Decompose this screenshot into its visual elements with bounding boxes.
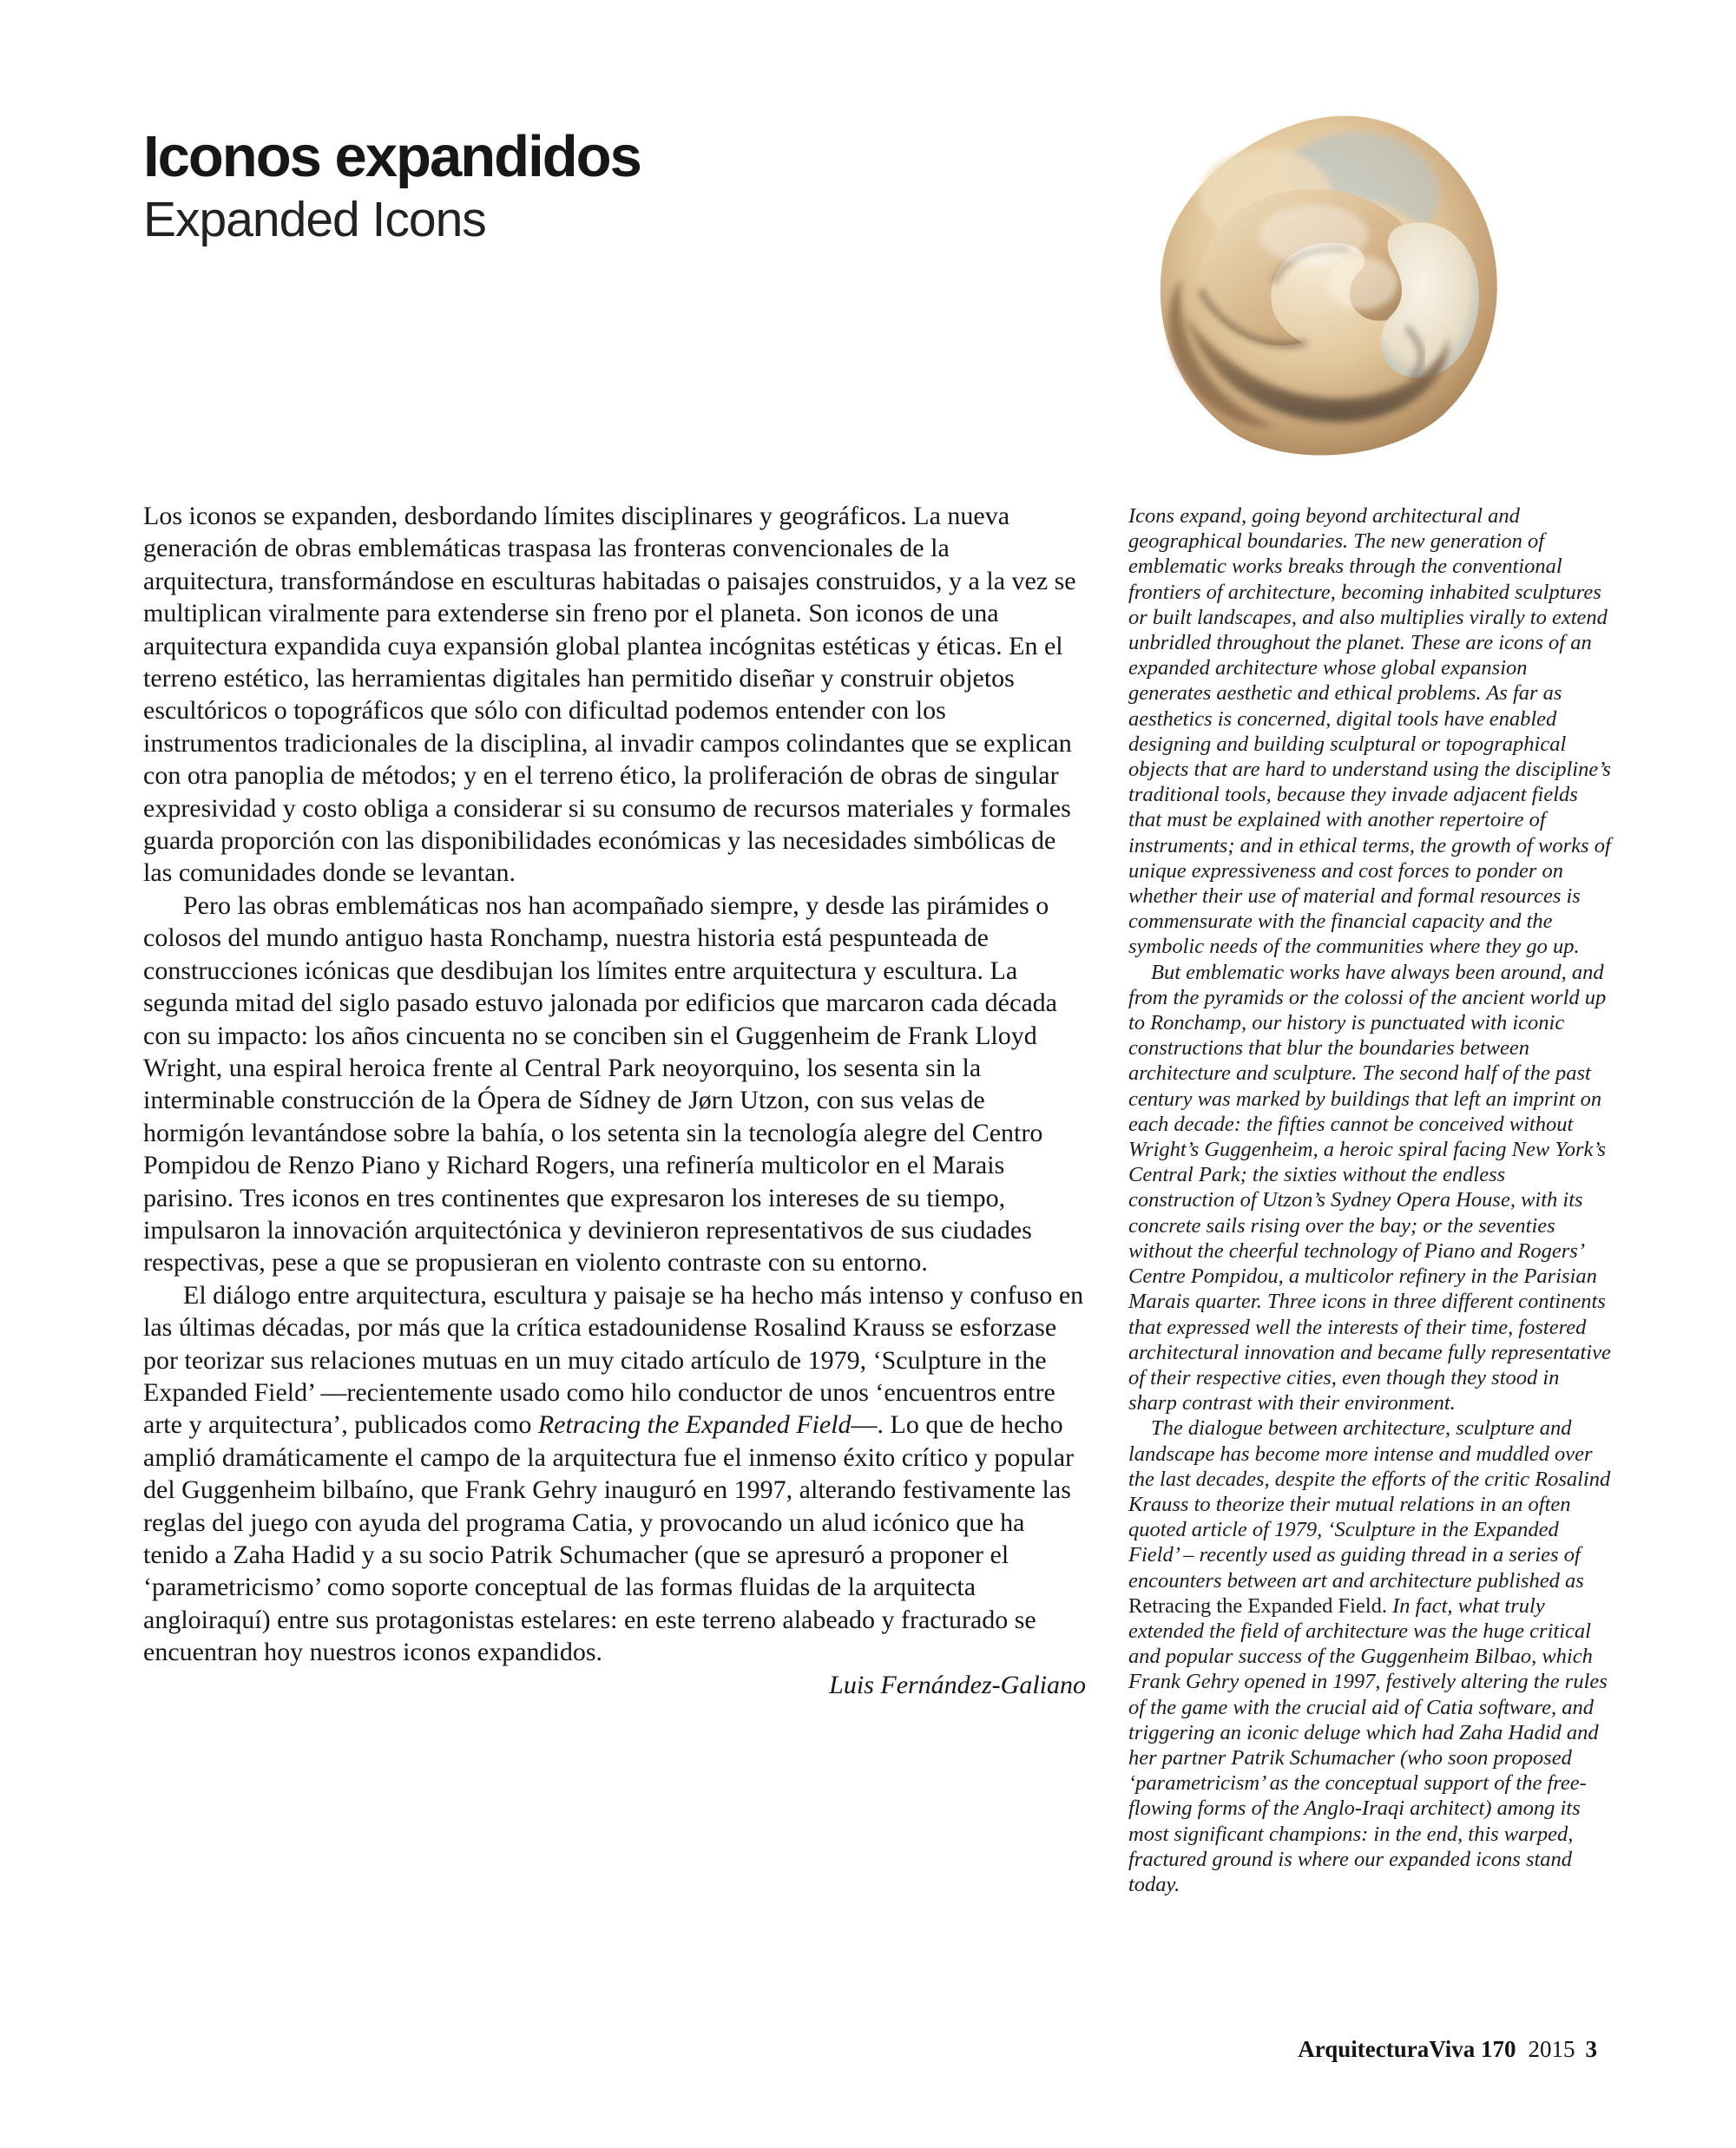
knot-sculpture-photo — [1142, 102, 1512, 469]
masthead — [143, 124, 641, 247]
english-paragraph-3 — [1128, 1416, 1612, 1897]
issue-year: 2015 — [1528, 2036, 1575, 2062]
article-english-translation — [1128, 503, 1612, 1897]
article-spanish — [143, 500, 1086, 1701]
knot-sculpture-graphic — [1142, 102, 1512, 469]
english-paragraph-3-continued: In fact, what truly extended the field of architecture was the huge critical and popular success of the Guggenheim Bilbao, which Frank Gehry opened in 1997, festively altering the rules of the game with the crucial aid of Catia software, and triggering an iconic deluge which had Zaha Hadid and her partner Patrik Schumacher (who soon proposed ‘parametricism’ as the conceptual support of the free-flowing forms of the Anglo-Iraqi architect) among its most significant champions: in the end, this warped, fractured ground is where our expanded icons stand today. — [1128, 1593, 1608, 1896]
book-title-roman: Retracing the Expanded Field. — [1128, 1593, 1387, 1618]
spanish-paragraph-1: Los iconos se expanden, desbordando límites disciplinares y geográficos. La nueva generación de obras emblemáticas traspasa las fronteras convencionales de la arquitectura, transformándose en esculturas habitadas o paisajes construidos, y a la vez se multiplican viralmente para extenderse sin freno por el planeta. Son iconos de una arquitectura expandida cuya expansión global plantea incógnitas estéticas y éticas. En el terreno estético, las herramientas digitales han permitido diseñar y construir objetos escultóricos o topográficos que sólo con dificultad podemos entender con los instrumentos tradicionales de la disciplina, al invadir campos colindantes que se explican con otra panoplia de métodos; y en el terreno ético, la proliferación de obras de singular expresividad y costo obliga a considerar si su consumo de recursos materiales y formales guarda proporción con las disponibilidades económicas y las necesidades simbólicas de las comunidades donde se levantan. — [143, 502, 1076, 888]
page-title: Iconos expandidos — [143, 124, 641, 189]
spanish-paragraph-2: Pero las obras emblemáticas nos han acompañado siempre, y desde las pirámides o colosos del mundo antiguo hasta Ronchamp, nuestra historia está pespunteada de construcciones icónicas que desdibujan los límites entre arquitectura y escultura. La segunda mitad del siglo pasado estuvo jalonada por edificios que marcaron cada década con su impacto: los años cincuenta no se conciben sin el Guggenheim de Frank Lloyd Wright, una espiral heroica frente al Central Park neoyorquino, los sesenta sin la interminable construcción de la Ópera de Sídney de Jørn Utzon, con sus velas de hormigón levantándose sobre la bahía, o los setenta sin la tecnología alegre del Centro Pompidou de Renzo Piano y Richard Rogers, una refinería multicolor en el Marais parisino. Tres iconos en tres continentes que expresaron los intereses de su tiempo, impulsaron la innovación arquitectónica y devinieron representativos de sus ciudades respectivas, pese a que se propusieran en violento contraste con su entorno. — [143, 890, 1057, 1278]
english-paragraph-3-text: The dialogue between architecture, sculpture and landscape has become more intense and muddled over the last decades, despite the efforts of the critic Rosalind Krauss to theorize their mutual relations in an often quoted article of 1979, ‘Sculpture in the Expanded Field’ – recently used as guiding thread in a series of encounters between art and architecture published as — [1128, 1416, 1611, 1593]
book-title-italic: Retracing the Expanded Field — [537, 1410, 852, 1440]
english-paragraph-1: Icons expand, going beyond architectural and geographical boundaries. The new generation of emblematic works breaks through the conventional frontiers of architecture, becoming inhabited sculptures or built landscapes, and also multiplies virally to extend unbridled throughout the planet. These are icons of an expanded architecture whose global expansion generates aesthetic and ethical problems. As far as aesthetics is concerned, digital tools have enabled designing and building sculptural or topographical objects that are hard to understand using the discipline’s traditional tools, because they invade adjacent fields that must be explained with another repertoire of instruments; and in ethical terms, the growth of works of unique expressiveness and cost forces to ponder on whether their use of material and formal resources is commensurate with the financial capacity and the symbolic needs of the communities where they go up. — [1128, 504, 1611, 959]
magazine-name: ArquitecturaViva 170 — [1298, 2036, 1516, 2062]
page-subtitle: Expanded Icons — [143, 191, 486, 247]
spanish-paragraph-3 — [143, 1279, 1086, 1669]
spanish-paragraph-3-text: El diálogo entre arquitectura, escultura y paisaje se ha hecho más intenso y confuso en las últimas décadas, por más que la crítica estadounidense Rosalind Krauss se esforzase por teorizar sus relaciones mutuas en un muy citado artículo de 1979, ‘Sculpture in the Expanded Field’ —recientemente usado como hilo conductor de unos ‘encuentros entre arte y arquitectura’, publicados como — [143, 1280, 1084, 1440]
spanish-paragraph-3-continued: —. Lo que de hecho amplió dramáticamente el campo de la arquitectura fue el inmenso éxito crítico y popular del Guggenheim bilbaíno, que Frank Gehry inauguró en 1997, alterando festivamente las reglas del juego con ayuda del programa Catia, y provocando un alud icónico que ha tenido a Zaha Hadid y a su socio Patrik Schumacher (que se apresuró a proponer el ‘parametricismo’ como soporte conceptual de las formas fluidas de la arquitecta angloiraquí) entre sus protagonistas estelares: en este terreno alabeado y fracturado se encuentran hoy nuestros iconos expandidos. — [143, 1410, 1075, 1667]
page-number: 3 — [1585, 2036, 1597, 2062]
page-footer — [1298, 2036, 1597, 2063]
english-paragraph-2: But emblematic works have always been around, and from the pyramids or the colossi of the ancient world up to Ronchamp, our history is punctuated with iconic constructions that blur the boundaries between architecture and sculpture. The second half of the past century was marked by buildings that left an imprint on each decade: the fifties cannot be conceived without Wright’s Guggenheim, a heroic spiral facing New York’s Central Park; the sixties without the endless construction of Utzon’s Sydney Opera House, with its concrete sails rising over the bay; or the seventies without the cheerful technology of Piano and Rogers’ Centre Pompidou, a multicolor refinery in the Parisian Marais quarter. Three icons in three different continents that expressed well the interests of their time, fostered architectural innovation and became fully representative of their respective cities, even though they stood in sharp contrast with their environment. — [1128, 960, 1611, 1416]
author-signature: Luis Fernández-Galiano — [829, 1670, 1086, 1699]
